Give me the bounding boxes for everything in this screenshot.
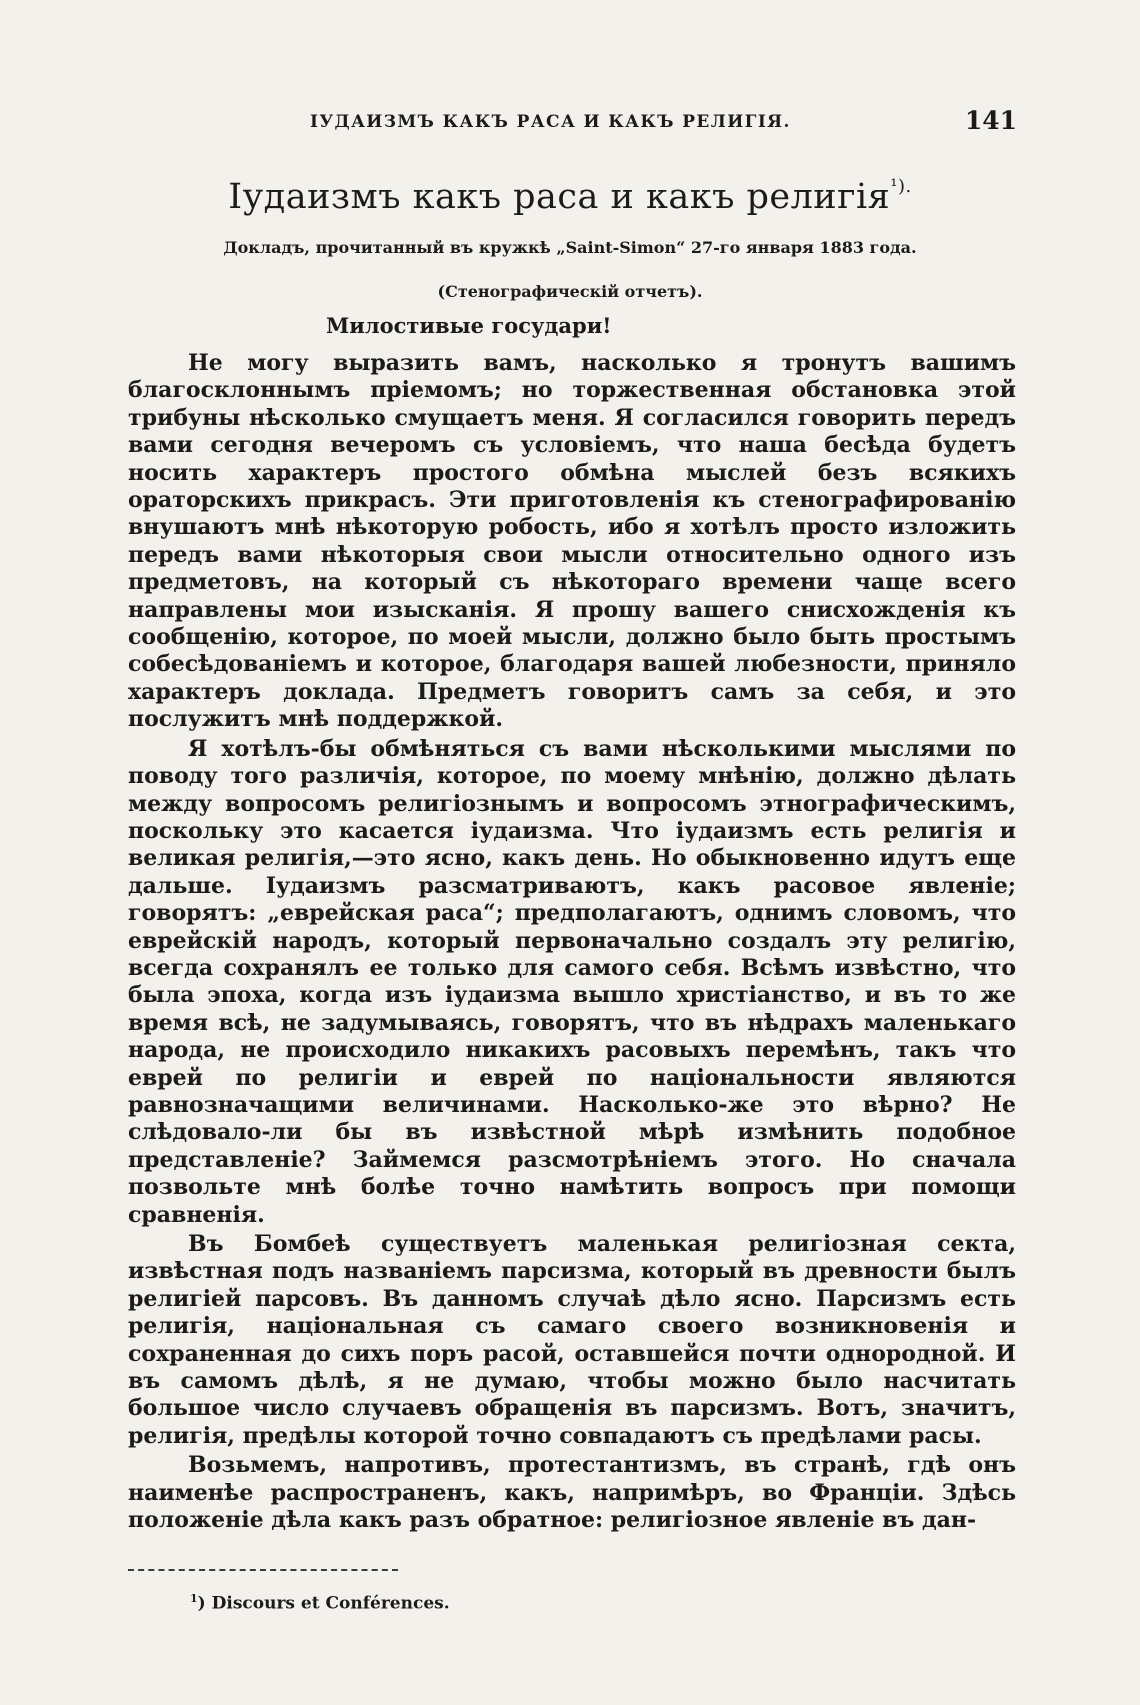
chapter-title-text: Іудаизмъ какъ раса и какъ религія xyxy=(228,177,891,217)
footnote-divider xyxy=(128,1569,398,1571)
footnote: $^1$) Discours et Conférences. xyxy=(190,1592,450,1614)
running-title: IУДАИЗМЪ КАКЪ РАСА И КАКЪ РЕЛИГІЯ. xyxy=(310,112,791,132)
paragraph: Возьмемъ, напротивъ, протестантизмъ, въ странѣ, гдѣ онъ наименѣе распространенъ, какъ, напримѣръ, во Франціи. Здѣсь положеніе дѣла какъ разъ обратное: религіозное явленіе въ дан- xyxy=(128,1452,1016,1534)
running-head xyxy=(125,106,1017,140)
body-text xyxy=(128,350,1016,1534)
chapter-subtitle: Докладъ, прочитанный въ кружкѣ „Saint-Simon“ 27-го января 1883 года. xyxy=(223,238,917,257)
paragraph: Я хотѣлъ-бы обмѣняться съ вами нѣсколькими мыслями по поводу того различія, которое, по моему мнѣнію, должно дѣлать между вопросомъ религіознымъ и вопросомъ этнографическимъ, поскольку это касается іудаизма. Что іудаизмъ есть религія и великая религія,—это ясно, какъ день. Но обыкновенно идутъ еще дальше. Іудаизмъ разсматриваютъ, какъ расовое явленіе; говорятъ: „еврейская раса“; предполагаютъ, однимъ словомъ, что еврейскій народъ, который первоначально создалъ эту религію, всегда сохранялъ ее только для самого себя. Всѣмъ извѣстно, что была эпоха, когда изъ іудаизма вышло христіанство, и въ то же время всѣ, не задумываясь, говорятъ, что въ нѣдрахъ маленькаго народа, не происходило никакихъ расовыхъ перемѣнъ, такъ что еврей по религіи и еврей по національности являются равнозначащими величинами. Насколько-же это вѣрно? Не слѣдовало-ли бы въ извѣстной мѣрѣ измѣнить подобное представленіе? Займемся разсмотрѣніемъ этого. Но сначала позвольте мнѣ болѣе точно намѣтить вопросъ при помощи сравненія. xyxy=(128,735,1016,1228)
chapter-title xyxy=(0,176,1140,217)
footnote-text: Discours et Conférences. xyxy=(211,1593,450,1614)
footnote-mark: 1 xyxy=(190,1592,198,1605)
footnote-reference: ¹). xyxy=(890,176,912,197)
paragraph: Не могу выразить вамъ, насколько я тронутъ вашимъ благосклоннымъ пріемомъ; но торжественная обстановка этой трибуны нѣсколько смущаетъ меня. Я согласился говорить передъ вами сегодня вечеромъ съ условіемъ, что наша бесѣда будетъ носить характеръ простого обмѣна мыслей безъ всякихъ ораторскихъ прикрасъ. Эти приготовленія къ стенографированію внушаютъ мнѣ нѣкоторую робость, ибо я хотѣлъ просто изложить передъ вами нѣкоторыя свои мысли относительно одного изъ предметовъ, на который съ нѣкотораго времени чаще всего направлены мои изысканія. Я прошу вашего снисхожденія къ сообщенію, которое, по моей мысли, должно было быть простымъ собесѣдованіемъ и которое, благодаря вашей любезности, приняло характеръ доклада. Предметъ говоритъ самъ за себя, и это послужитъ мнѣ поддержкой. xyxy=(128,350,1016,733)
page-number: 141 xyxy=(964,106,1017,135)
paragraph: Въ Бомбеѣ существуетъ маленькая религіозная секта, извѣстная подъ названіемъ парсизма, который въ древности былъ религіей парсовъ. Въ данномъ случаѣ дѣло ясно. Парсизмъ есть религія, національная съ самаго своего возникновенія и сохраненная до сихъ поръ расой, оставшейся почти однородной. И въ самомъ дѣлѣ, я не думаю, чтобы можно было насчитать большое число случаевъ обращенія въ парсизмъ. Вотъ, значитъ, религія, предѣлы которой точно совпадаютъ съ предѣлами расы. xyxy=(128,1231,1016,1449)
transcript-note: (Стенографическій отчетъ). xyxy=(437,282,703,301)
salutation: Милостивые государи! xyxy=(326,313,612,338)
